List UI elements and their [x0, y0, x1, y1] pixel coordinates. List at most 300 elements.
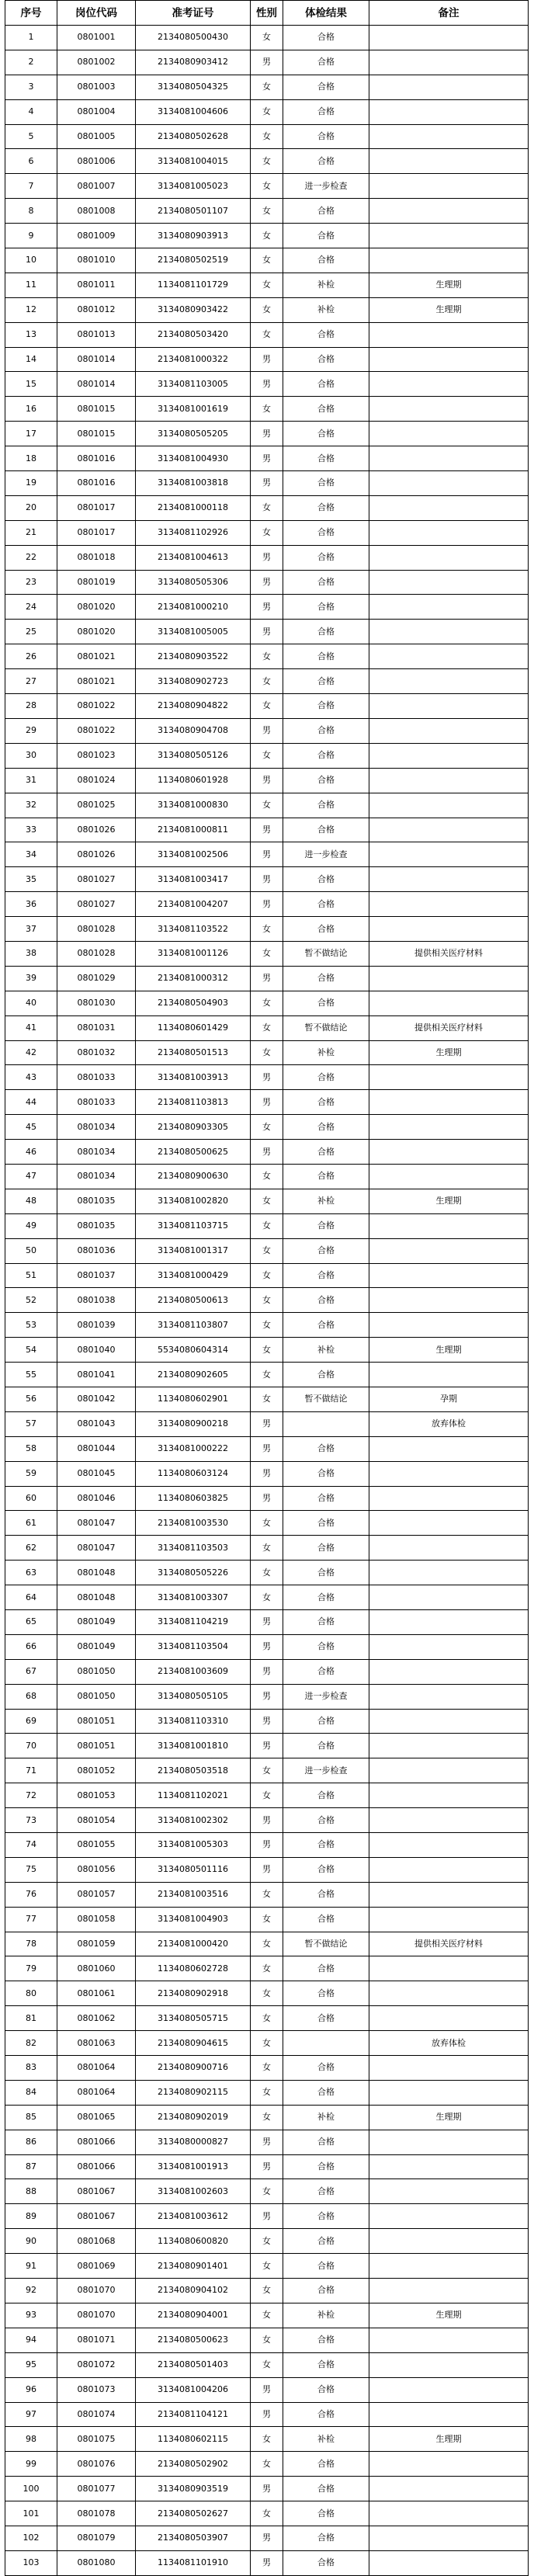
cell-remarks [369, 669, 529, 694]
cell-index: 8 [5, 199, 57, 224]
cell-gender: 女 [251, 1263, 283, 1288]
cell-post-code: 0801073 [57, 2377, 136, 2402]
cell-post-code: 0801015 [57, 397, 136, 422]
cell-remarks [369, 1263, 529, 1288]
cell-remarks [369, 991, 529, 1015]
cell-gender: 女 [251, 1387, 283, 1411]
cell-index: 13 [5, 322, 57, 347]
table-row [5, 1956, 529, 1981]
cell-gender: 女 [251, 1164, 283, 1189]
cell-remarks [369, 422, 529, 446]
cell-remarks [369, 1659, 529, 1684]
cell-ticket-number: 3134081003307 [136, 1585, 251, 1610]
cell-gender: 男 [251, 1610, 283, 1635]
cell-remarks [369, 2006, 529, 2031]
table-row [5, 2056, 529, 2081]
table-row [5, 1164, 529, 1189]
cell-remarks [369, 2056, 529, 2081]
cell-index: 61 [5, 1511, 57, 1536]
cell-exam-result: 补检 [283, 2105, 369, 2130]
cell-gender: 女 [251, 1363, 283, 1387]
table-row [5, 595, 529, 620]
cell-ticket-number: 1134081102021 [136, 1783, 251, 1808]
cell-remarks [369, 1907, 529, 1932]
cell-gender: 女 [251, 1585, 283, 1610]
cell-remarks [369, 2452, 529, 2477]
cell-exam-result: 合格 [283, 644, 369, 669]
cell-gender: 女 [251, 224, 283, 248]
cell-post-code: 0801003 [57, 75, 136, 99]
cell-remarks [369, 1808, 529, 1833]
table-row [5, 1263, 529, 1288]
cell-exam-result: 合格 [283, 2452, 369, 2477]
table-row [5, 669, 529, 694]
table-row [5, 2105, 529, 2130]
cell-post-code: 0801043 [57, 1411, 136, 1436]
header-remarks: 备注 [369, 1, 529, 26]
cell-ticket-number: 3134081104219 [136, 1610, 251, 1635]
table-row [5, 50, 529, 75]
cell-exam-result: 合格 [283, 1090, 369, 1115]
table-row [5, 1313, 529, 1338]
cell-remarks: 提供相关医疗材料 [369, 941, 529, 966]
cell-exam-result: 合格 [283, 1956, 369, 1981]
cell-ticket-number: 3134080505226 [136, 1561, 251, 1585]
cell-gender: 女 [251, 1932, 283, 1956]
cell-exam-result: 补检 [283, 2303, 369, 2328]
cell-ticket-number: 3134081103715 [136, 1213, 251, 1238]
cell-remarks [369, 1709, 529, 1734]
cell-exam-result: 暂不做结论 [283, 1015, 369, 1040]
cell-post-code: 0801016 [57, 446, 136, 471]
cell-exam-result: 合格 [283, 1363, 369, 1387]
cell-ticket-number: 3134081003417 [136, 867, 251, 892]
cell-post-code: 0801016 [57, 471, 136, 496]
cell-exam-result: 合格 [283, 917, 369, 942]
table-row [5, 2179, 529, 2204]
table-row [5, 1511, 529, 1536]
cell-gender: 女 [251, 694, 283, 719]
table-row [5, 2279, 529, 2303]
cell-index: 60 [5, 1486, 57, 1511]
cell-gender: 男 [251, 1808, 283, 1833]
cell-exam-result: 合格 [283, 2377, 369, 2402]
cell-index: 9 [5, 224, 57, 248]
cell-remarks [369, 1585, 529, 1610]
table-row [5, 2204, 529, 2229]
cell-index: 41 [5, 1015, 57, 1040]
cell-index: 18 [5, 446, 57, 471]
cell-post-code: 0801066 [57, 2130, 136, 2154]
table-row [5, 1115, 529, 1140]
cell-gender: 男 [251, 1411, 283, 1436]
cell-remarks: 生理期 [369, 2303, 529, 2328]
cell-post-code: 0801040 [57, 1338, 136, 1363]
cell-gender: 女 [251, 1213, 283, 1238]
cell-remarks [369, 1065, 529, 1090]
cell-gender: 男 [251, 50, 283, 75]
cell-post-code: 0801011 [57, 273, 136, 297]
cell-post-code: 0801054 [57, 1808, 136, 1833]
cell-post-code: 0801022 [57, 718, 136, 743]
cell-index: 7 [5, 174, 57, 199]
cell-gender: 女 [251, 520, 283, 545]
cell-index: 59 [5, 1461, 57, 1486]
cell-gender: 女 [251, 1040, 283, 1065]
table-row [5, 2154, 529, 2179]
table-row [5, 422, 529, 446]
cell-remarks [369, 1090, 529, 1115]
cell-exam-result: 合格 [283, 1882, 369, 1907]
table-row [5, 124, 529, 149]
cell-post-code: 0801034 [57, 1140, 136, 1165]
cell-index: 44 [5, 1090, 57, 1115]
cell-exam-result: 合格 [283, 1659, 369, 1684]
table-row [5, 991, 529, 1015]
cell-remarks [369, 2179, 529, 2204]
cell-index: 103 [5, 2550, 57, 2575]
cell-ticket-number: 3134081002820 [136, 1189, 251, 1213]
cell-post-code: 0801078 [57, 2501, 136, 2526]
table-row [5, 1758, 529, 1783]
cell-index: 85 [5, 2105, 57, 2130]
cell-ticket-number: 2134080501403 [136, 2352, 251, 2377]
cell-post-code: 0801021 [57, 669, 136, 694]
cell-exam-result: 合格 [283, 75, 369, 99]
cell-remarks [369, 842, 529, 867]
cell-post-code: 0801051 [57, 1709, 136, 1734]
cell-gender: 女 [251, 2352, 283, 2377]
cell-exam-result: 进一步检查 [283, 174, 369, 199]
cell-remarks [369, 2526, 529, 2550]
table-row [5, 297, 529, 322]
cell-index: 50 [5, 1238, 57, 1263]
cell-index: 86 [5, 2130, 57, 2154]
cell-ticket-number: 2134080904822 [136, 694, 251, 719]
cell-post-code: 0801067 [57, 2204, 136, 2229]
cell-exam-result: 合格 [283, 867, 369, 892]
cell-exam-result: 合格 [283, 1857, 369, 1882]
cell-remarks [369, 1511, 529, 1536]
cell-exam-result: 合格 [283, 818, 369, 842]
cell-index: 2 [5, 50, 57, 75]
cell-index: 4 [5, 99, 57, 124]
cell-index: 58 [5, 1436, 57, 1461]
cell-ticket-number: 3134081004206 [136, 2377, 251, 2402]
table-row [5, 1288, 529, 1313]
table-row [5, 1461, 529, 1486]
cell-index: 54 [5, 1338, 57, 1363]
cell-post-code: 0801018 [57, 545, 136, 570]
cell-remarks [369, 1461, 529, 1486]
cell-exam-result: 合格 [283, 991, 369, 1015]
cell-remarks [369, 718, 529, 743]
cell-gender: 女 [251, 1758, 283, 1783]
cell-post-code: 0801029 [57, 966, 136, 991]
cell-gender: 女 [251, 2031, 283, 2056]
table-row [5, 75, 529, 99]
cell-remarks: 放弃体检 [369, 2031, 529, 2056]
cell-post-code: 0801032 [57, 1040, 136, 1065]
cell-ticket-number: 2134080502519 [136, 248, 251, 273]
table-row [5, 1610, 529, 1635]
cell-ticket-number: 2134081000118 [136, 495, 251, 520]
cell-exam-result: 合格 [283, 694, 369, 719]
cell-ticket-number: 3134080505306 [136, 570, 251, 595]
cell-index: 89 [5, 2204, 57, 2229]
cell-exam-result: 合格 [283, 1436, 369, 1461]
cell-remarks [369, 818, 529, 842]
cell-post-code: 0801050 [57, 1684, 136, 1709]
table-row [5, 2303, 529, 2328]
cell-exam-result: 合格 [283, 1585, 369, 1610]
cell-post-code: 0801048 [57, 1561, 136, 1585]
cell-remarks: 生理期 [369, 1338, 529, 1363]
table-row [5, 1882, 529, 1907]
cell-gender: 男 [251, 570, 283, 595]
cell-index: 15 [5, 372, 57, 397]
cell-ticket-number: 2134081000312 [136, 966, 251, 991]
cell-ticket-number: 2134081000322 [136, 347, 251, 372]
cell-post-code: 0801044 [57, 1436, 136, 1461]
cell-remarks [369, 570, 529, 595]
cell-gender: 男 [251, 1684, 283, 1709]
cell-post-code: 0801026 [57, 818, 136, 842]
table-row [5, 1585, 529, 1610]
cell-remarks [369, 620, 529, 644]
table-row [5, 2377, 529, 2402]
cell-exam-result: 合格 [283, 1907, 369, 1932]
cell-ticket-number: 3134081103005 [136, 372, 251, 397]
cell-index: 102 [5, 2526, 57, 2550]
cell-gender: 男 [251, 966, 283, 991]
cell-remarks [369, 520, 529, 545]
cell-index: 96 [5, 2377, 57, 2402]
cell-gender: 女 [251, 669, 283, 694]
cell-gender: 女 [251, 273, 283, 297]
cell-post-code: 0801020 [57, 595, 136, 620]
cell-exam-result: 合格 [283, 1634, 369, 1659]
cell-exam-result: 补检 [283, 2427, 369, 2452]
cell-exam-result: 合格 [283, 2204, 369, 2229]
cell-ticket-number: 3134080504325 [136, 75, 251, 99]
cell-ticket-number: 1134080602901 [136, 1387, 251, 1411]
cell-gender: 男 [251, 1486, 283, 1511]
cell-remarks [369, 743, 529, 768]
cell-index: 99 [5, 2452, 57, 2477]
cell-gender: 女 [251, 1189, 283, 1213]
cell-ticket-number: 3134081103807 [136, 1313, 251, 1338]
cell-exam-result: 合格 [283, 2501, 369, 2526]
cell-exam-result: 合格 [283, 1115, 369, 1140]
cell-ticket-number: 3134081004606 [136, 99, 251, 124]
cell-exam-result: 合格 [283, 1065, 369, 1090]
cell-exam-result: 合格 [283, 495, 369, 520]
cell-remarks: 提供相关医疗材料 [369, 1932, 529, 1956]
table-row [5, 644, 529, 669]
cell-index: 98 [5, 2427, 57, 2452]
cell-exam-result: 合格 [283, 199, 369, 224]
table-row [5, 1833, 529, 1858]
cell-exam-result: 合格 [283, 422, 369, 446]
cell-remarks [369, 2402, 529, 2427]
cell-ticket-number: 3134080904708 [136, 718, 251, 743]
table-row [5, 818, 529, 842]
cell-ticket-number: 1134080602728 [136, 1956, 251, 1981]
cell-ticket-number: 2134081003612 [136, 2204, 251, 2229]
cell-remarks [369, 471, 529, 496]
cell-index: 79 [5, 1956, 57, 1981]
cell-index: 76 [5, 1882, 57, 1907]
cell-remarks [369, 1486, 529, 1511]
table-row [5, 1734, 529, 1758]
cell-index: 97 [5, 2402, 57, 2427]
cell-gender: 男 [251, 2477, 283, 2501]
cell-ticket-number: 1134080601429 [136, 1015, 251, 1040]
cell-index: 62 [5, 1536, 57, 1561]
cell-exam-result: 补检 [283, 1040, 369, 1065]
cell-post-code: 0801069 [57, 2254, 136, 2279]
cell-gender: 女 [251, 1238, 283, 1263]
cell-gender: 女 [251, 2254, 283, 2279]
cell-exam-result: 合格 [283, 1164, 369, 1189]
cell-ticket-number: 3134081004015 [136, 149, 251, 174]
table-row [5, 495, 529, 520]
cell-ticket-number: 1134080601928 [136, 768, 251, 793]
table-row [5, 1213, 529, 1238]
cell-remarks [369, 1833, 529, 1858]
cell-gender: 女 [251, 2303, 283, 2328]
cell-post-code: 0801033 [57, 1065, 136, 1090]
cell-index: 10 [5, 248, 57, 273]
cell-post-code: 0801060 [57, 1956, 136, 1981]
cell-exam-result: 合格 [283, 50, 369, 75]
cell-post-code: 0801074 [57, 2402, 136, 2427]
cell-exam-result: 合格 [283, 471, 369, 496]
cell-ticket-number: 3134081005023 [136, 174, 251, 199]
cell-post-code: 0801058 [57, 1907, 136, 1932]
cell-gender: 男 [251, 1436, 283, 1461]
cell-gender: 男 [251, 1634, 283, 1659]
cell-remarks [369, 397, 529, 422]
cell-ticket-number: 3134080000827 [136, 2130, 251, 2154]
cell-post-code: 0801053 [57, 1783, 136, 1808]
cell-index: 36 [5, 892, 57, 917]
cell-gender: 女 [251, 1511, 283, 1536]
cell-index: 72 [5, 1783, 57, 1808]
cell-index: 31 [5, 768, 57, 793]
cell-post-code: 0801062 [57, 2006, 136, 2031]
cell-remarks [369, 50, 529, 75]
cell-gender: 女 [251, 1907, 283, 1932]
cell-exam-result: 合格 [283, 545, 369, 570]
cell-exam-result: 合格 [283, 2526, 369, 2550]
cell-remarks [369, 446, 529, 471]
cell-remarks [369, 1981, 529, 2006]
table-row [5, 2477, 529, 2501]
cell-ticket-number: 2134081003516 [136, 1882, 251, 1907]
cell-index: 43 [5, 1065, 57, 1090]
table-row [5, 99, 529, 124]
cell-post-code: 0801002 [57, 50, 136, 75]
cell-gender: 男 [251, 471, 283, 496]
cell-remarks [369, 917, 529, 942]
cell-index: 95 [5, 2352, 57, 2377]
cell-index: 65 [5, 1610, 57, 1635]
cell-exam-result: 合格 [283, 1734, 369, 1758]
table-body [5, 26, 529, 2576]
cell-gender: 男 [251, 718, 283, 743]
cell-exam-result: 合格 [283, 595, 369, 620]
cell-remarks [369, 372, 529, 397]
cell-index: 24 [5, 595, 57, 620]
cell-gender: 女 [251, 1115, 283, 1140]
cell-remarks [369, 1634, 529, 1659]
cell-index: 87 [5, 2154, 57, 2179]
table-row [5, 892, 529, 917]
cell-gender: 男 [251, 422, 283, 446]
cell-index: 12 [5, 297, 57, 322]
cell-post-code: 0801028 [57, 941, 136, 966]
cell-gender: 女 [251, 75, 283, 99]
cell-post-code: 0801071 [57, 2328, 136, 2352]
cell-index: 51 [5, 1263, 57, 1288]
cell-exam-result [283, 1411, 369, 1436]
cell-gender: 女 [251, 743, 283, 768]
cell-ticket-number: 2134080500625 [136, 1140, 251, 1165]
cell-remarks [369, 1561, 529, 1585]
cell-remarks [369, 199, 529, 224]
cell-ticket-number: 2134080500613 [136, 1288, 251, 1313]
table-row [5, 1783, 529, 1808]
cell-ticket-number: 3134081103522 [136, 917, 251, 942]
cell-ticket-number: 3134081001810 [136, 1734, 251, 1758]
cell-post-code: 0801025 [57, 793, 136, 818]
cell-exam-result: 合格 [283, 1536, 369, 1561]
cell-gender: 女 [251, 1561, 283, 1585]
cell-post-code: 0801042 [57, 1387, 136, 1411]
cell-gender: 女 [251, 991, 283, 1015]
cell-exam-result: 合格 [283, 1313, 369, 1338]
table-row [5, 570, 529, 595]
cell-exam-result: 合格 [283, 2154, 369, 2179]
cell-ticket-number: 2134080503907 [136, 2526, 251, 2550]
cell-remarks [369, 892, 529, 917]
cell-post-code: 0801033 [57, 1090, 136, 1115]
table-row [5, 273, 529, 297]
cell-ticket-number: 1134081101910 [136, 2550, 251, 2575]
cell-remarks: 生理期 [369, 1189, 529, 1213]
table-row [5, 372, 529, 397]
cell-gender: 男 [251, 1857, 283, 1882]
cell-ticket-number: 2134080503518 [136, 1758, 251, 1783]
cell-exam-result: 合格 [283, 1783, 369, 1808]
cell-remarks [369, 495, 529, 520]
table-row [5, 2229, 529, 2254]
cell-remarks [369, 1857, 529, 1882]
cell-index: 90 [5, 2229, 57, 2254]
table-row [5, 1907, 529, 1932]
cell-ticket-number: 5534080604314 [136, 1338, 251, 1363]
cell-gender: 男 [251, 842, 283, 867]
cell-index: 30 [5, 743, 57, 768]
cell-remarks [369, 248, 529, 273]
table-row [5, 694, 529, 719]
table-row [5, 1659, 529, 1684]
cell-remarks [369, 26, 529, 50]
cell-index: 25 [5, 620, 57, 644]
cell-remarks [369, 793, 529, 818]
